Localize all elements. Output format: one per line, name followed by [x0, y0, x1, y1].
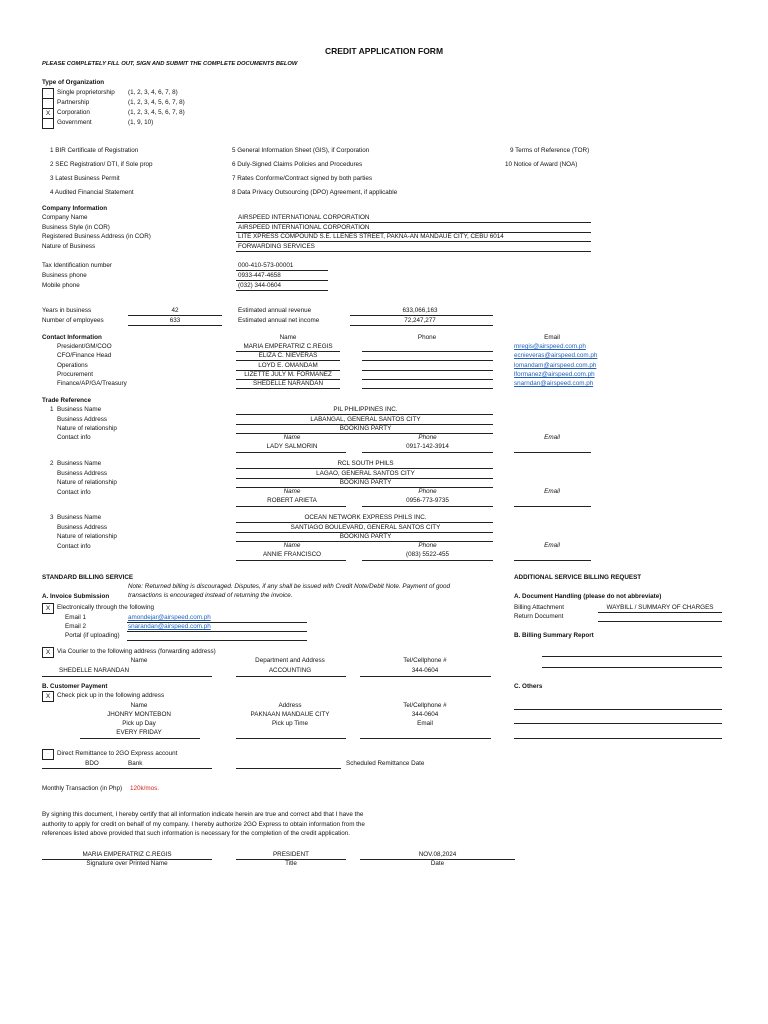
- courier-tel-header: Tel/Cellphone #: [403, 657, 447, 664]
- field-underline: [127, 640, 307, 641]
- field-underline: [542, 667, 722, 668]
- trade-address-label: Business Address: [57, 470, 108, 477]
- field-underline: [362, 506, 493, 507]
- contact-email-header: Email: [544, 334, 560, 341]
- pickup-name-header: Name: [130, 702, 148, 709]
- field-underline: [236, 251, 591, 252]
- email2-label: Email 2: [65, 623, 86, 630]
- field-underline: [236, 560, 346, 561]
- org-label-government: Government: [57, 119, 92, 126]
- field-underline: [236, 522, 493, 523]
- courier-dept[interactable]: ACCOUNTING: [268, 667, 312, 674]
- company-name-value[interactable]: AIRSPEED INTERNATIONAL CORPORATION: [238, 214, 370, 221]
- field-underline: [236, 379, 340, 380]
- monthly-transaction-value[interactable]: 120k/mos.: [130, 785, 160, 792]
- form-instruction: PLEASE COMPLETELY FILL OUT, SIGN AND SUBMIT THE COMPLETE DOCUMENTS BELOW: [42, 61, 298, 67]
- field-underline: [236, 280, 328, 281]
- field-underline: [236, 424, 493, 425]
- field-underline: [542, 656, 722, 657]
- field-underline: [236, 388, 340, 389]
- doc-item: 9 Terms of Reference (TOR): [510, 147, 590, 154]
- org-docs-partnership: (1, 2, 3, 4, 5, 6, 7, 8): [128, 99, 185, 106]
- remit-date-label: Scheduled Remittance Date: [346, 760, 425, 767]
- trade-contact-phone[interactable]: 0956-773-9735: [406, 497, 449, 504]
- trade-business-value[interactable]: OCEAN NETWORK EXPRESS PHILS INC.: [304, 514, 427, 521]
- trade-address-label: Business Address: [57, 524, 108, 531]
- field-underline: [236, 360, 340, 361]
- field-underline: [236, 232, 591, 233]
- remittance-label: Direct Remittance to 2GO Express account: [57, 750, 178, 757]
- org-label-single: Single proprietorship: [57, 89, 115, 96]
- trade-ref-number: 2: [50, 460, 54, 467]
- signatory-name[interactable]: MARIA EMPERATRIZ C.REGIS: [82, 851, 172, 858]
- billing-attachment-label: Billing Attachment: [514, 604, 565, 611]
- field-underline: [236, 468, 493, 469]
- org-docs-corporation: (1, 2, 3, 4, 5, 6, 7, 8): [128, 109, 185, 116]
- trade-relation-label: Nature of relationship: [57, 533, 117, 540]
- contact-name-header: Name: [279, 334, 297, 341]
- field-underline: [514, 452, 591, 453]
- contact-role: Procurement: [57, 371, 94, 378]
- doc-handling-heading: A. Document Handling (please do not abbreviate): [514, 593, 662, 600]
- doc-item: 7 Rates Conforme/Contract signed by both parties: [232, 175, 373, 182]
- field-underline: [514, 709, 722, 710]
- courier-name[interactable]: SHEDELLE NARANDAN: [59, 667, 129, 674]
- pickup-label: Check pick up in the following address: [57, 692, 165, 699]
- trade-ref-number: 1: [50, 406, 54, 413]
- invoice-heading: A. Invoice Submission: [42, 593, 110, 600]
- trade-phone-header: Phone: [418, 434, 437, 441]
- email1-value[interactable]: amondejar@airspeed.com.ph: [128, 614, 211, 621]
- pickup-day[interactable]: EVERY FRIDAY: [116, 729, 162, 736]
- contact-name[interactable]: MARIA EMPERATRIZ C.REGIS: [243, 343, 333, 350]
- contact-email-link[interactable]: lformanez@airspeed.com.ph: [514, 371, 595, 378]
- billing-attachment-value[interactable]: WAYBILL / SUMMARY OF CHARGES: [606, 604, 714, 611]
- doc-item: 4 Audited Financial Statement: [50, 189, 134, 196]
- trade-contact-label: Contact info: [57, 489, 91, 496]
- field-underline: [236, 241, 591, 242]
- contact-email-link[interactable]: lomandam@airspeed.com.ph: [514, 362, 597, 369]
- revenue-value[interactable]: 633,066,163: [402, 307, 438, 314]
- phone-underline: [362, 370, 493, 371]
- trade-relation-label: Nature of relationship: [57, 425, 117, 432]
- registered-address-value[interactable]: LITE XPRESS COMPOUND S.E. LLENES STREET, PAKNA-AN MANDAUE CITY, CEBU 6014: [238, 233, 504, 240]
- others-heading: C. Others: [514, 683, 543, 690]
- billing-heading: STANDARD BILLING SERVICE: [42, 574, 134, 581]
- trade-relation-value[interactable]: BOOKING PARTY: [339, 479, 392, 486]
- trade-address-value[interactable]: LABANGAL, GENERAL SANTOS CITY: [310, 416, 421, 423]
- field-underline: [236, 270, 328, 271]
- trade-business-label: Business Name: [57, 460, 102, 467]
- trade-name-header: Name: [283, 542, 301, 549]
- trade-contact-name[interactable]: ANNIE FRANCISCO: [262, 551, 322, 558]
- phone-underline: [362, 388, 493, 389]
- field-underline: [360, 738, 491, 739]
- field-underline: [236, 351, 340, 352]
- certification-line1: By signing this document, I hereby certify that all information indicate herein are true and correct abd that I have the: [42, 811, 364, 818]
- trade-address-label: Business Address: [57, 416, 108, 423]
- contact-email-link[interactable]: snarndan@airspeed.com.ph: [514, 380, 594, 387]
- contact-name[interactable]: LOYD E. OMANDAM: [258, 362, 318, 369]
- org-label-corporation: Corporation: [57, 109, 90, 116]
- trade-business-label: Business Name: [57, 514, 102, 521]
- business-style-value[interactable]: AIRSPEED INTERNATIONAL CORPORATION: [238, 224, 370, 231]
- pickup-email-label: Email: [417, 720, 433, 727]
- contact-role: President/GM/COO: [57, 343, 112, 350]
- trade-ref-number: 3: [50, 514, 54, 521]
- doc-item: 6 Duly-Signed Claims Policies and Procedures: [232, 161, 363, 168]
- mobile-phone-value[interactable]: (032) 344-0604: [238, 282, 282, 289]
- signatory-title[interactable]: PRESIDENT: [272, 851, 310, 858]
- registered-address-label: Registered Business Address (in COR): [42, 233, 151, 240]
- courier-tel[interactable]: 344-0604: [411, 667, 439, 674]
- field-underline: [514, 723, 722, 724]
- contact-phone-header: Phone: [417, 334, 437, 341]
- contact-role: CFO/Finance Head: [57, 352, 112, 359]
- field-underline: [236, 414, 493, 415]
- years-label: Years in business: [42, 307, 92, 314]
- company-heading: Company Information: [42, 205, 108, 212]
- trade-address-value[interactable]: SANTIAGO BOULEVARD, GENERAL SANTOS CITY: [290, 524, 441, 531]
- trade-contact-phone[interactable]: 0917-142-3914: [406, 443, 449, 450]
- trade-heading: Trade Reference: [42, 397, 92, 404]
- bank-label: Bank: [128, 760, 143, 767]
- org-checkbox-corporation[interactable]: X: [42, 108, 54, 119]
- nature-of-business-label: Nature of Business: [42, 243, 96, 250]
- return-document-label: Return Document: [514, 613, 564, 620]
- org-type-heading: Type of Organization: [42, 79, 105, 86]
- trade-business-value[interactable]: RCL SOUTH PHILS: [337, 460, 394, 467]
- employees-label: Number of employees: [42, 317, 104, 324]
- contact-email-link[interactable]: ecnieveras@airspeed.com.ph: [514, 352, 598, 359]
- electronic-label: Electronically through the following: [57, 604, 154, 611]
- trade-email-header: Email: [544, 434, 560, 441]
- field-underline: [236, 370, 340, 371]
- trade-address-value[interactable]: LAGAO, GENERAL SANTOS CITY: [316, 470, 415, 477]
- trade-name-header: Name: [283, 488, 301, 495]
- income-label: Estimated annual net income: [238, 317, 320, 324]
- field-underline: [236, 738, 346, 739]
- org-label-partnership: Partnership: [57, 99, 90, 106]
- signature-date[interactable]: NOV.08,2024: [418, 851, 457, 858]
- pickup-address[interactable]: PAKNAAN MANDAUE CITY: [250, 711, 330, 718]
- nature-of-business-value[interactable]: FORWARDING SERVICES: [238, 243, 315, 250]
- courier-checkbox[interactable]: X: [42, 647, 54, 658]
- field-underline: [128, 325, 222, 326]
- trade-business-value[interactable]: PIL PHILIPPINES INC.: [333, 406, 398, 413]
- org-docs-government: (1, 9, 10): [128, 119, 154, 126]
- trade-contact-phone[interactable]: (083) 5522-455: [405, 551, 450, 558]
- mobile-phone-label: Mobile phone: [42, 282, 80, 289]
- field-underline: [236, 478, 493, 479]
- doc-item: 8 Data Privacy Outsourcing (DPO) Agreement, if applicable: [232, 189, 398, 196]
- pickup-tel[interactable]: 344-0604: [411, 711, 439, 718]
- pickup-name[interactable]: JHONRY MONTEBON: [107, 711, 171, 718]
- field-underline: [236, 452, 346, 453]
- trade-relation-value[interactable]: BOOKING PARTY: [339, 533, 392, 540]
- field-underline: [80, 738, 200, 739]
- courier-dept-header: Department and Address: [255, 657, 325, 664]
- pickup-day-label: Pick up Day: [122, 720, 156, 727]
- trade-contact-name[interactable]: LADY SALMORIN: [266, 443, 318, 450]
- pickup-checkbox[interactable]: X: [42, 691, 54, 702]
- electronic-checkbox[interactable]: X: [42, 603, 54, 614]
- contact-name[interactable]: SHEDELLE NARANDAN: [253, 380, 323, 387]
- pickup-time-label: Pick up Time: [271, 720, 309, 727]
- field-underline: [236, 532, 493, 533]
- org-docs-single: (1, 2, 3, 4, 6, 7, 8): [128, 89, 178, 96]
- field-underline: [128, 315, 222, 316]
- org-checkbox-government[interactable]: [42, 118, 54, 129]
- contact-name[interactable]: LIZETTE JULY M. FORMANEZ: [244, 371, 332, 378]
- tin-value[interactable]: 000-410-573-00001: [238, 262, 294, 269]
- contact-role: Finance/AP/GA/Treasury: [57, 380, 127, 387]
- doc-item: 5 General Information Sheet (GIS), if Corporation: [232, 147, 370, 154]
- bank-value[interactable]: BDO: [85, 760, 99, 767]
- years-value[interactable]: 42: [171, 307, 179, 314]
- field-underline: [598, 621, 722, 622]
- revenue-label: Estimated annual revenue: [238, 307, 312, 314]
- certification-line2: authority to apply for credit on behalf of my company. I hereby authorize 2GO Express to obtain information from the: [42, 821, 365, 828]
- field-underline: [236, 290, 328, 291]
- field-underline: [598, 612, 722, 613]
- field-underline: [236, 768, 341, 769]
- doc-item: 1 BIR Certificate of Registration: [50, 147, 139, 154]
- business-style-label: Business Style (in COR): [42, 224, 110, 231]
- doc-item: 3 Latest Business Permit: [50, 175, 120, 182]
- email1-label: Email 1: [65, 614, 86, 621]
- payment-heading: B. Customer Payment: [42, 683, 108, 690]
- field-underline: [360, 676, 491, 677]
- employees-value[interactable]: 633: [169, 317, 181, 324]
- contact-name[interactable]: ELIZA C. NIEVERAS: [258, 352, 318, 359]
- field-underline: [514, 560, 591, 561]
- trade-phone-header: Phone: [418, 488, 437, 495]
- field-underline: [350, 325, 493, 326]
- courier-label: Via Courier to the following address (forwarding address): [57, 648, 216, 655]
- trade-email-header: Email: [544, 542, 560, 549]
- field-underline: [236, 676, 346, 677]
- courier-name-header: Name: [130, 657, 148, 664]
- trade-relation-value[interactable]: BOOKING PARTY: [339, 425, 392, 432]
- phone-underline: [362, 379, 493, 380]
- business-phone-label: Business phone: [42, 272, 87, 279]
- income-value[interactable]: 72,247,277: [404, 317, 436, 324]
- trade-contact-label: Contact info: [57, 434, 91, 441]
- tin-label: Tax Identification number: [42, 262, 113, 269]
- pickup-address-header: Address: [278, 702, 302, 709]
- company-name-label: Company Name: [42, 214, 88, 221]
- trade-contact-label: Contact info: [57, 543, 91, 550]
- field-underline: [362, 560, 493, 561]
- trade-email-header: Email: [544, 488, 560, 495]
- billing-note-line2: transactions is encouraged instead of returning the invoice.: [128, 592, 293, 599]
- remittance-checkbox[interactable]: [42, 749, 54, 760]
- trade-phone-header: Phone: [418, 542, 437, 549]
- field-underline: [350, 315, 493, 316]
- trade-contact-name[interactable]: ROBERT ARIETA: [267, 497, 317, 504]
- billing-summary-heading: B. Billing Summary Report: [514, 632, 594, 639]
- trade-business-label: Business Name: [57, 406, 102, 413]
- field-underline: [362, 452, 493, 453]
- form-title: CREDIT APPLICATION FORM: [324, 46, 444, 56]
- title-label: Title: [285, 860, 297, 867]
- field-underline: [514, 506, 591, 507]
- email2-value[interactable]: snarandan@airspeed.com.ph: [128, 623, 211, 630]
- phone-underline: [362, 360, 493, 361]
- field-underline: [236, 506, 346, 507]
- trade-relation-label: Nature of relationship: [57, 479, 117, 486]
- signature-label: Signature over Printed Name: [86, 860, 168, 867]
- contact-role: Operations: [57, 362, 88, 369]
- field-underline: [42, 676, 212, 677]
- pickup-tel-header: Tel/Cellphone #: [403, 702, 447, 709]
- doc-item: 10 Notice of Award (NOA): [505, 161, 578, 168]
- billing-note-line1: Note: Returned billing is discouraged. Disputes, if any shall be issued with Credit Note/Debit Note. Payment of good: [128, 583, 451, 590]
- business-phone-value[interactable]: 0933-447-4658: [238, 272, 281, 279]
- contact-email-link[interactable]: mregis@airspeed.com.ph: [514, 343, 586, 350]
- date-label: Date: [430, 860, 445, 867]
- trade-name-header: Name: [283, 434, 301, 441]
- field-underline: [42, 768, 212, 769]
- field-underline: [514, 738, 722, 739]
- contact-heading: Contact Information: [42, 334, 102, 341]
- additional-heading: ADDITIONAL SERVICE BILLING REQUEST: [514, 574, 642, 581]
- phone-underline: [362, 351, 493, 352]
- monthly-transaction-label: Monthly Transaction (in Php): [42, 785, 123, 792]
- portal-label: Portal (if uploading): [65, 632, 120, 639]
- doc-item: 2 SEC Registration/ DTI, if Sole prop: [50, 161, 153, 168]
- field-underline: [236, 222, 591, 223]
- field-underline: [127, 631, 307, 632]
- certification-line3: references listed above provided that such information is necessary for the completion of the credit application.: [42, 830, 351, 837]
